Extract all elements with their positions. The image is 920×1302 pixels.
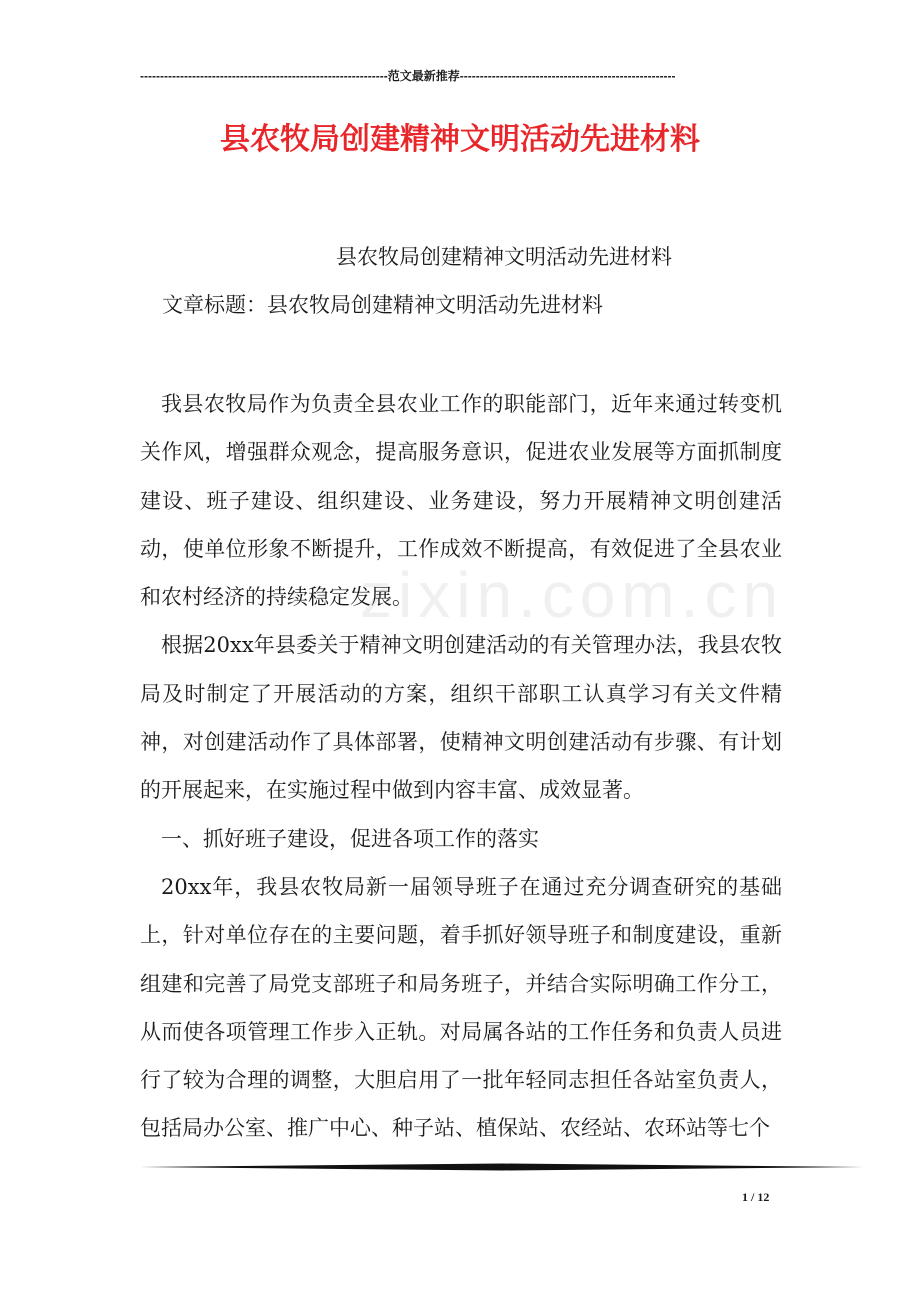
document-subtitle: 县农牧局创建精神文明活动先进材料 [336, 245, 672, 269]
header-banner: --------------------------------------------------------------范文最新推荐------------------------------------------------------ [140, 69, 676, 83]
document-title: 县农牧局创建精神文明活动先进材料 [220, 122, 700, 157]
article-title-line: 文章标题：县农牧局创建精神文明活动先进材料 [162, 293, 603, 317]
body-paragraph: 20xx年，我县农牧局新一届领导班子在通过充分调查研究的基础上，针对单位存在的主要问题，着手抓好领导班子和制度建设，重新组建和完善了局党支部班子和局务班子，并结合实际明确工作分工，从而使各项管理工作步入正轨。对局属各站的工作任务和负责人员进行了较为合理的调整，大胆启用了一批年轻同志担任各站室负责人，包括局办公室、推广中心、种子站、植保站、农经站、农环站等七个 [140, 874, 782, 1141]
watermark: zixin.com.cn [360, 559, 785, 631]
footer-rule [140, 1162, 864, 1172]
body-paragraph: 我县农牧局作为负责全县农业工作的职能部门，近年来通过转变机关作风，增强群众观念，提高服务意识，促进农业发展等方面抓制度建设、班子建设、组织建设、业务建设，努力开展精神文明创建活动，使单位形象不断提升，工作成效不断提高，有效促进了全县农业和农村经济的持续稳定发展。 [140, 392, 782, 610]
section-heading: 一、抓好班子建设，促进各项工作的落实 [161, 826, 539, 851]
body-paragraph: 根据20xx年县委关于精神文明创建活动的有关管理办法，我县农牧局及时制定了开展活动的方案，组织干部职工认真学习有关文件精神，对创建活动作了具体部署，使精神文明创建活动有步骤、有计划的开展起来，在实施过程中做到内容丰富、成效显著。 [140, 633, 782, 803]
page-number: 1 / 12 [742, 1190, 770, 1204]
document-body [140, 380, 785, 1153]
